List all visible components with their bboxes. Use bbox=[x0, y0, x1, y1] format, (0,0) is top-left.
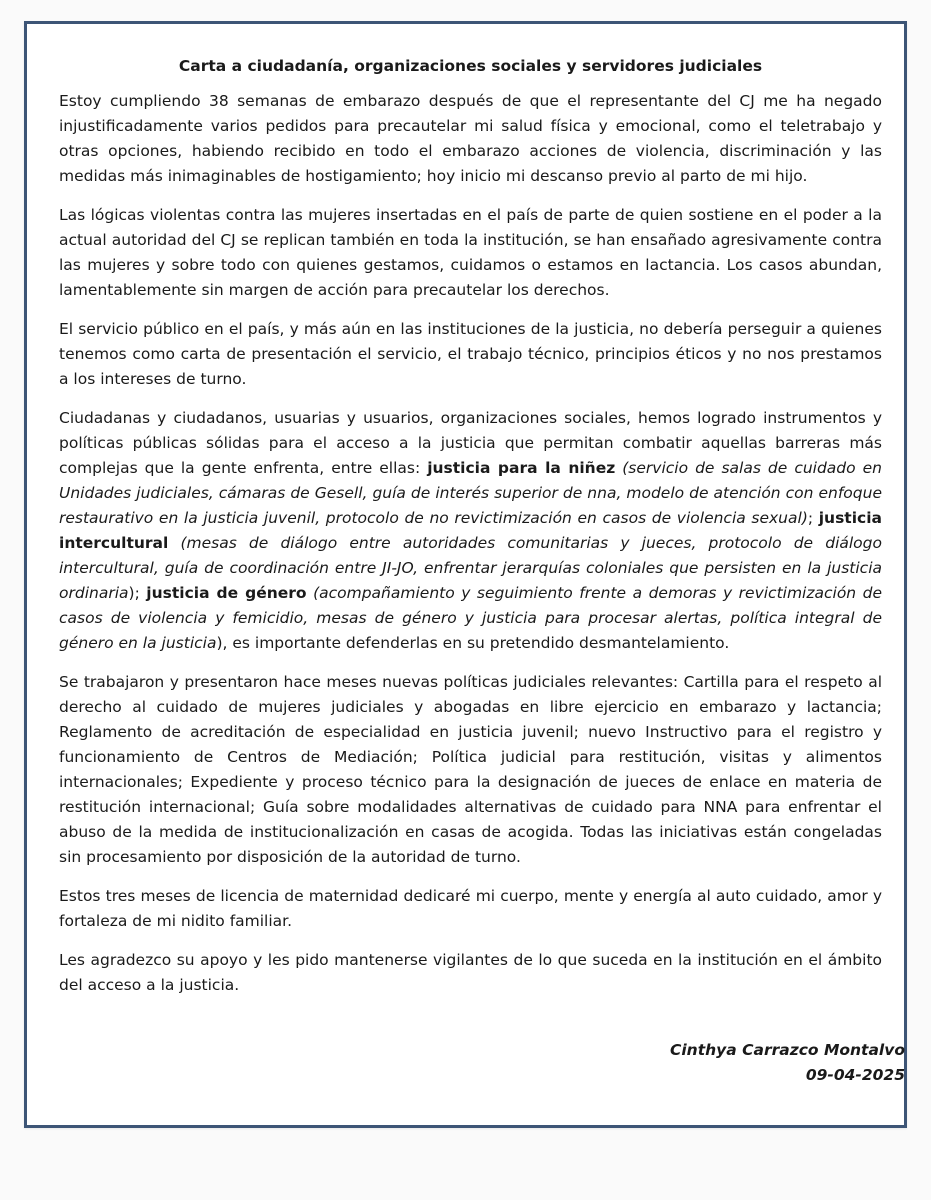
paragraph-4 bbox=[59, 406, 882, 656]
justicia-genero-heading: justicia de género bbox=[146, 584, 307, 602]
paragraph-4-text-1: Ciudadanas y ciudadanos, usuarias y usuarios, organizaciones sociales, hemos logrado instrumentos y políticas públicas sólidas para el acceso a la justicia que permitan combatir aquellas barreras más complejas que la gente enfrenta, entre ellas: bbox=[59, 409, 882, 477]
signature-block bbox=[670, 1038, 905, 1088]
justicia-ninez-heading: justicia para la niñez bbox=[427, 459, 616, 477]
signature-date: 09-04-2025 bbox=[805, 1066, 905, 1084]
justicia-genero-details: (acompañamiento y seguimiento frente a demoras y revictimización de casos de violencia y femicidio, mesas de género y justicia para procesar alertas, política integral de género en la justicia bbox=[59, 584, 883, 652]
letter-frame bbox=[24, 21, 907, 1128]
letter-body bbox=[59, 54, 882, 1012]
paragraph-4-text-2: ; bbox=[807, 509, 819, 527]
letter-title: Carta a ciudadanía, organizaciones sociales y servidores judiciales bbox=[178, 57, 763, 75]
paragraph-7: Les agradezco su apoyo y les pido mantenerse vigilantes de lo que suceda en la institución en el ámbito del acceso a la justicia. bbox=[59, 951, 882, 994]
paragraph-4-text-4: ), es importante defenderlas en su pretendido desmantelamiento. bbox=[216, 634, 730, 652]
paragraph-6: Estos tres meses de licencia de maternidad dedicaré mi cuerpo, mente y energía al auto cuidado, amor y fortaleza de mi nidito familiar. bbox=[59, 887, 882, 930]
justicia-ninez-details: (servicio de salas de cuidado en Unidades judiciales, cámaras de Gesell, guía de interés superior de nna, modelo de atención con enfoque restaurativo en la justicia juvenil, protocolo de no revictimización en casos de violencia sexual) bbox=[59, 459, 882, 527]
paragraph-3: El servicio público en el país, y más aún en las instituciones de la justicia, no debería perseguir a quienes tenemos como carta de presentación el servicio, el trabajo técnico, principios éticos y no nos prestamos a los intereses de turno. bbox=[59, 320, 882, 388]
paragraph-4-text-3: ); bbox=[128, 584, 147, 602]
paragraph-5: Se trabajaron y presentaron hace meses nuevas políticas judiciales relevantes: Cartilla para el respeto al derecho al cuidado de mujeres judiciales y abogadas en libre ejercicio en embarazo y lactancia; Reglamento de acreditación de especialidad en justicia juvenil; nuevo Instructivo para el registro y funcionamiento de Centros de Mediación; Política judicial para restitución, visitas y alimentos internacionales; Expediente y proceso técnico para la designación de jueces de enlace en materia de restitución internacional; Guía sobre modalidades alternativas de cuidado para NNA para enfrentar el abuso de la medida de institucionalización en casas de acogida. Todas las iniciativas están congeladas sin procesamiento por disposición de la autoridad de turno. bbox=[59, 673, 882, 866]
paragraph-1: Estoy cumpliendo 38 semanas de embarazo después de que el representante del CJ me ha negado injustificadamente varios pedidos para precautelar mi salud física y emocional, como el teletrabajo y otras opciones, habiendo recibido en todo el embarazo acciones de violencia, discriminación y las medidas más inimaginables de hostigamiento; hoy inicio mi descanso previo al parto de mi hijo. bbox=[59, 92, 882, 185]
paragraph-2: Las lógicas violentas contra las mujeres insertadas en el país de parte de quien sostiene en el poder a la actual autoridad del CJ se replican también en toda la institución, se han ensañado agresivamente contra las mujeres y sobre todo con quienes gestamos, cuidamos o estamos en lactancia. Los casos abundan, lamentablemente sin margen de acción para precautelar los derechos. bbox=[59, 206, 882, 299]
signature-name: Cinthya Carrazco Montalvo bbox=[669, 1041, 905, 1059]
justicia-intercultural-details: (mesas de diálogo entre autoridades comunitarias y jueces, protocolo de diálogo intercultural, guía de coordinación entre JI-JO, enfrentar jerarquías coloniales que persisten en la justicia ordinaria bbox=[59, 534, 882, 602]
justicia-intercultural-heading: justicia intercultural bbox=[59, 509, 882, 552]
